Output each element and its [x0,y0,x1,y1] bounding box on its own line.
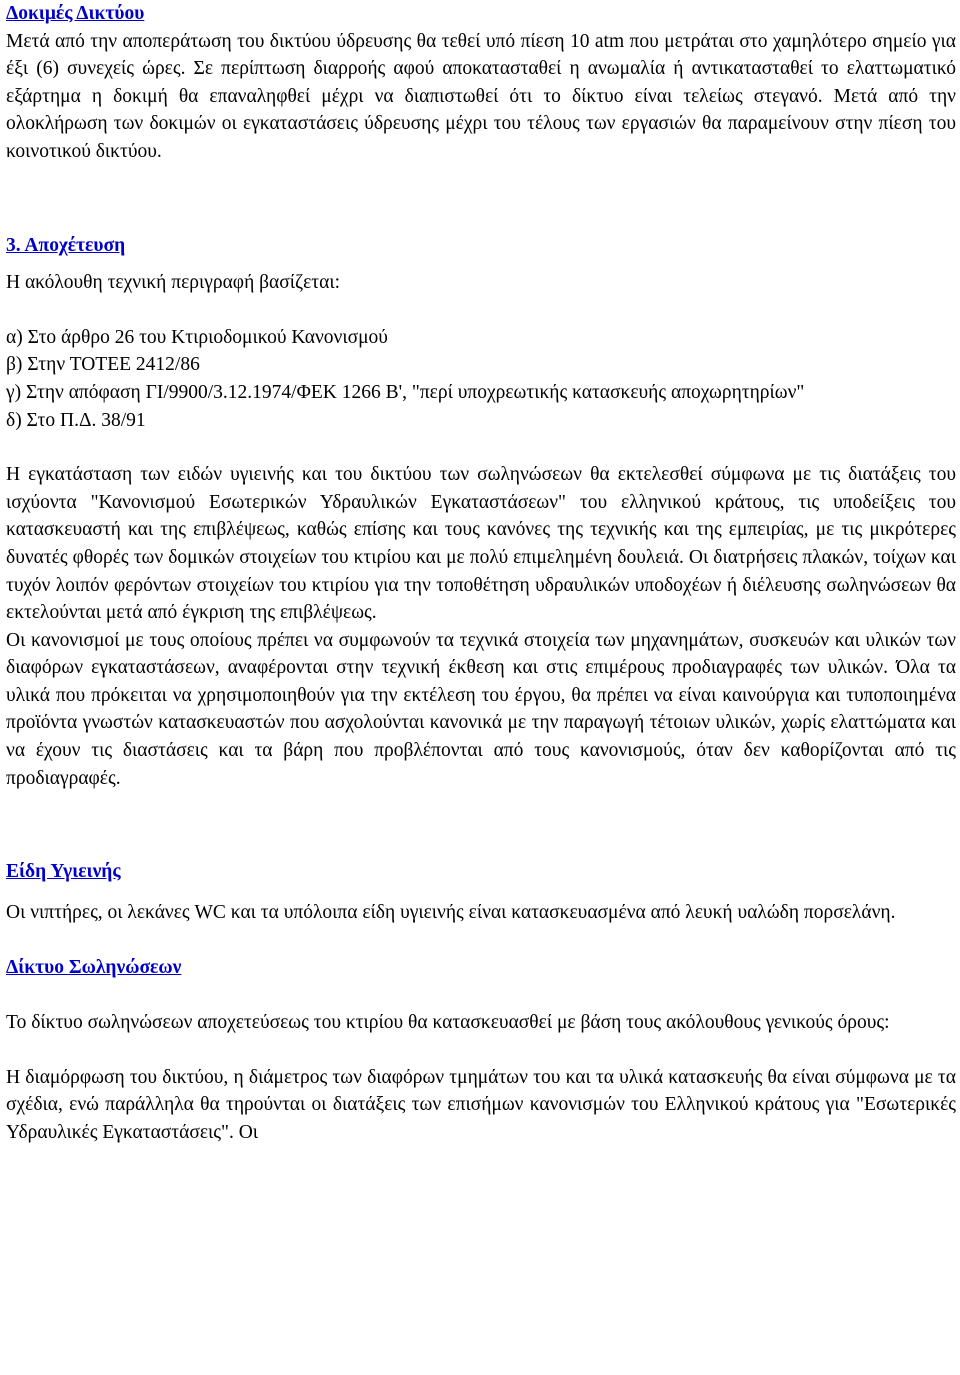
list-item: δ) Στο Π.Δ. 38/91 [6,409,146,431]
heading-network-tests[interactable]: Δοκιμές Δικτύου [6,3,145,24]
paragraph-installation: Η εγκατάσταση των ειδών υγιεινής και του δικτύου των σωληνώσεων θα εκτελεσθεί σύμφωνα με τις διατάξεις του ισχύοντα "Κανονισμού Εσωτερικών Υδραυλικών Εγκαταστάσεων" του ελληνικού κράτους, τις υποδείξεις του κατασκευαστή και της επιβλέψεως, καθώς επίσης και τους κανόνες της τεχνικής και της εμπειρίας, με τις μικρότερες δυνατές φθορές των δομικών στοιχείων του κτιρίου και με πολύ επιμελημένη δουλειά. Οι διατρήσεις πλακών, τοίχων και τυχόν λοιπόν φερόντων στοιχείων του κτιρίου για την τοποθέτηση υδραυλικών υποδοχέων ή διέλευσης σωληνώσεων θα εκτελούνται μετά από έγκριση της επιβλέψεως. [6,464,956,624]
document-page [6,0,956,1146]
heading-sewage[interactable]: 3. Αποχέτευση [6,234,126,256]
heading-sanitary-ware[interactable]: Είδη Υγιεινής [6,861,121,883]
regulations-list [6,324,956,434]
paragraph-regulations: Οι κανονισμοί με τους οποίους πρέπει να συμφωνούν τα τεχνικά στοιχεία των μηχανημάτων, συσκευών και υλικών των διαφόρων εγκαταστάσεων, αναφέρονται στην τεχνική έκθεση και στις επιμέρους προδιαγραφές των υλικών. Όλα τα υλικά που πρόκειται να χρησιμοποιηθούν για την εκτέλεση του έργου, θα πρέπει να είναι καινούργια και τυποποιημένα προϊόντα γνωστών κατασκευαστών που ασχολούνται κανονικά με την παραγωγή τέτοιων υλικών, χωρίς ελαττώματα και να έχουν τις διαστάσεις και τα βάρη που προβλέπονται από τους κανονισμούς, όταν δεν καθορίζονται από τις προδιαγραφές. [6,629,956,789]
paragraph-pipe-network-design: Η διαμόρφωση του δικτύου, η διάμετρος των διαφόρων τμημάτων του και τα υλικά κατασκευής θα είναι σύμφωνα με τα σχέδια, ενώ παράλληλα θα τηρούνται οι διατάξεις των επισήμων κανονισμών του Ελληνικού κράτους για "Εσωτερικές Υδραυλικές Εγκαταστάσεις". Οι [6,1066,956,1143]
sewage-intro: Η ακόλουθη τεχνική περιγραφή βασίζεται: [6,272,341,294]
list-item: α) Στο άρθρο 26 του Κτιριοδομικού Κανονισμού [6,326,388,348]
list-item: β) Στην ΤΟΤΕΕ 2412/86 [6,354,200,376]
list-item: γ) Στην απόφαση ΓΙ/9900/3.12.1974/ΦΕΚ 1266 Β', "περί υποχρεωτικής κατασκευής αποχωρητηρίων" [6,381,805,403]
heading-pipe-network[interactable]: Δίκτυο Σωληνώσεων [6,957,182,979]
paragraph-pipe-network-intro: Το δίκτυο σωληνώσεων αποχετεύσεως του κτιρίου θα κατασκευασθεί με βάση τους ακόλουθους γενικούς όρους: [6,1012,890,1034]
paragraph-network-tests: Μετά από την αποπεράτωση του δικτύου ύδρευσης θα τεθεί υπό πίεση 10 atm που μετράται στο χαμηλότερο σημείο για έξι (6) συνεχείς ώρες. Σε περίπτωση διαρροής αφού αποκατασταθεί η ανωμαλία ή αντικατασταθεί το ελαττωματικό εξάρτημα η δοκιμή θα επαναληφθεί μέχρι να διαπιστωθεί ότι το δίκτυο είναι τελείως στεγανό. Μετά από την ολοκλήρωση των δοκιμών οι εγκαταστάσεις ύδρευσης μέχρι του τέλους των εργασιών θα παραμείνουν στην πίεση του κοινοτικού δικτύου. [6,30,956,162]
paragraph-sanitary-ware: Οι νιπτήρες, οι λεκάνες WC και τα υπόλοιπα είδη υγιεινής είναι κατασκευασμένα από λευκή υαλώδη πορσελάνη. [6,901,896,923]
